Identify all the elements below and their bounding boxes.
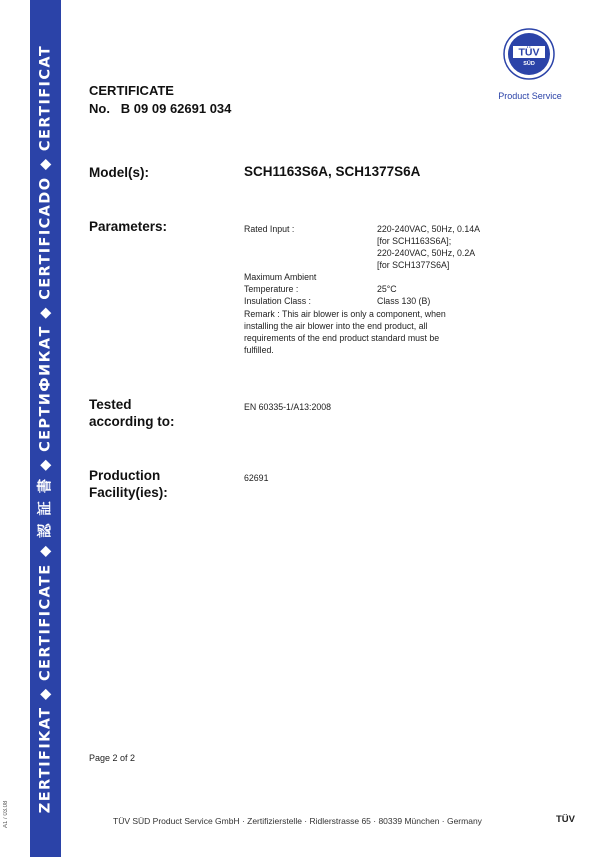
temperature-value: 25°C xyxy=(377,284,397,294)
logo-sub-text: SÜD xyxy=(523,61,535,67)
insulation-label: Insulation Class : xyxy=(244,296,311,306)
rated-input-line: 220-240VAC, 50Hz, 0.2A xyxy=(377,248,476,258)
insulation-value: Class 130 (B) xyxy=(377,296,431,306)
certificate-sidebar-band xyxy=(30,0,61,857)
rated-input-line: [for SCH1377S6A] xyxy=(377,260,450,270)
tuv-sud-logo xyxy=(503,28,555,80)
remark-line: installing the air blower into the end product, all xyxy=(244,321,428,331)
sidebar-multilingual-text: ZERTIFIKAT ◆ CERTIFICATE ◆ 認 証 書 ◆ СЕРТИФИКАТ ◆ CERTIFICADO ◆ CERTIFICAT xyxy=(37,44,53,813)
max-ambient-label: Maximum Ambient xyxy=(244,272,317,282)
logo-caption: Product Service xyxy=(498,91,562,101)
logo-mark-text: TÜV xyxy=(518,46,540,59)
tested-standard: EN 60335-1/A13:2008 xyxy=(244,402,332,412)
remark-line: fulfilled. xyxy=(244,345,274,355)
rated-input-line: [for SCH1163S6A]; xyxy=(377,236,452,246)
models-label: Model(s): xyxy=(89,165,149,180)
page-number: Page 2 of 2 xyxy=(89,753,136,763)
models-value: SCH1163S6A, SCH1377S6A xyxy=(244,164,421,179)
remark-line: requirements of the end product standard must be xyxy=(244,333,440,343)
footer-address: TÜV SÜD Product Service GmbH · Zertifizierstelle · Ridlerstrasse 65 · 80339 München · Germany xyxy=(113,816,482,826)
form-code: A1 / 03.08 xyxy=(3,800,9,828)
certificate-number: B 09 09 62691 034 xyxy=(120,101,232,116)
footer-logo: TÜV xyxy=(556,814,575,825)
certificate-number-label: No. xyxy=(89,101,110,116)
production-label-line1: Production xyxy=(89,468,161,483)
certificate-title: CERTIFICATE xyxy=(89,83,174,98)
rated-input-line: 220-240VAC, 50Hz, 0.14A xyxy=(377,224,481,234)
rated-input-label: Rated Input : xyxy=(244,224,295,234)
temperature-label: Temperature : xyxy=(244,284,299,294)
certificate-number-line xyxy=(89,101,231,116)
parameters-label: Parameters: xyxy=(89,219,168,234)
remark-line: Remark : This air blower is only a component, when xyxy=(244,309,446,319)
production-facility-value: 62691 xyxy=(244,473,269,483)
tested-label-line1: Tested xyxy=(89,397,132,412)
tested-label-line2: according to: xyxy=(89,414,175,429)
production-label-line2: Facility(ies): xyxy=(89,485,168,500)
